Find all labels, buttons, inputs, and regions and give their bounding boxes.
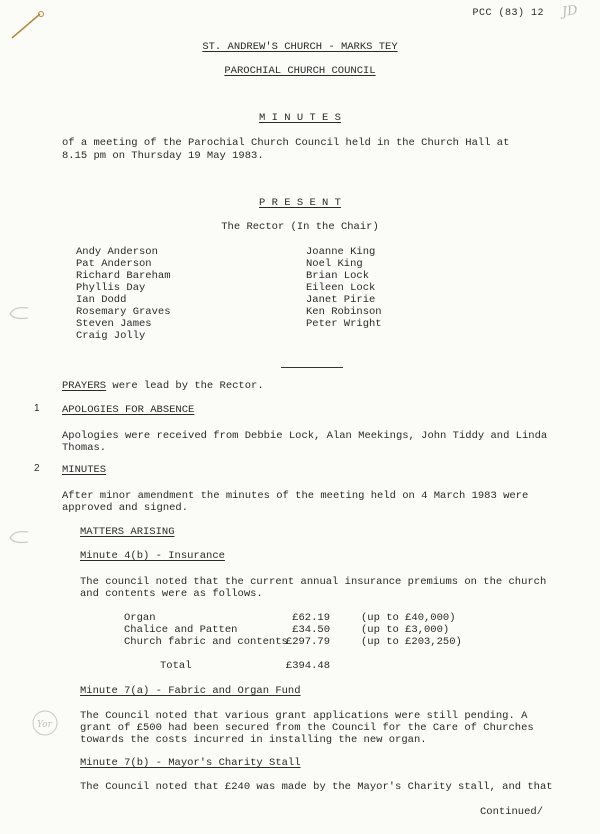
intro-line-1: of a meeting of the Parochial Church Council held in the Church Hall at (62, 137, 510, 149)
minutes-item-heading: MINUTES (62, 464, 107, 476)
fabric-line-1: The Council noted that various grant applications were still pending. A (80, 710, 528, 722)
intro-line-2: 8.15 pm on Thursday 19 May 1983. (62, 150, 264, 162)
apologies-heading: APOLOGIES FOR ABSENCE (62, 404, 195, 416)
insurance-row-cover: (up to £203,250) (361, 636, 462, 648)
present-heading: P R E S E N T (259, 197, 341, 209)
pen-mark-icon (8, 8, 48, 42)
insurance-row-item: Church fabric and contents (124, 636, 288, 648)
present-right-column (306, 246, 382, 330)
continued-note: Continued/ (480, 806, 544, 818)
insurance-line-2: and contents were as follows. (80, 588, 263, 600)
attendee: Brian Lock (306, 270, 370, 282)
attendee: Eileen Lock (306, 282, 376, 294)
minutes-line-2: approved and signed. (62, 502, 189, 514)
attendee: Rosemary Graves (76, 306, 171, 318)
church-title: ST. ANDREW'S CHURCH - MARKS TEY (202, 41, 398, 53)
handwritten-initials: JD (561, 2, 579, 21)
apologies-line-2: Thomas. (62, 442, 107, 454)
insurance-row-amount: £34.50 (292, 624, 330, 636)
prayers-text: were lead by the Rector. (106, 380, 264, 392)
item-number: 2 (34, 463, 40, 474)
circled-note-icon (30, 708, 60, 738)
insurance-row-cover: (up to £3,000) (361, 624, 450, 636)
stall-heading: Minute 7(b) - Mayor's Charity Stall (80, 757, 301, 769)
attendee: Steven James (76, 318, 152, 330)
svg-text:Yor: Yor (37, 720, 52, 730)
insurance-total-amount: £394.48 (285, 660, 330, 672)
attendee: Peter Wright (306, 318, 382, 330)
chair-line: The Rector (In the Chair) (221, 221, 379, 233)
insurance-row-amount: £297.79 (285, 636, 330, 648)
insurance-heading: Minute 4(b) - Insurance (80, 550, 225, 562)
prayers-line (62, 380, 264, 392)
attendee: Ian Dodd (76, 294, 127, 306)
attendee: Pat Anderson (76, 258, 152, 270)
item-number: 1 (34, 403, 40, 414)
punch-hole-mark-icon (6, 528, 30, 548)
fabric-line-3: towards the costs incurred in installing the new organ. (80, 734, 427, 746)
attendee: Ken Robinson (306, 306, 382, 318)
stall-line-1: The Council noted that £240 was made by the Mayor's Charity stall, and that (80, 781, 553, 793)
council-title: PAROCHIAL CHURCH COUNCIL (224, 65, 376, 77)
attendee: Richard Bareham (76, 270, 171, 282)
attendee: Noel King (306, 258, 363, 270)
insurance-row-cover: (up to £40,000) (361, 612, 456, 624)
minutes-line-1: After minor amendment the minutes of the meeting held on 4 March 1983 were (62, 490, 529, 502)
insurance-row-amount: £62.19 (292, 612, 330, 624)
insurance-row-item: Organ (124, 612, 156, 624)
fabric-heading: Minute 7(a) - Fabric and Organ Fund (80, 685, 301, 697)
fabric-line-2: grant of £500 had been secured from the Council for the Care of Churches (80, 722, 534, 734)
attendee: Phyllis Day (76, 282, 146, 294)
attendee: Joanne King (306, 246, 376, 258)
prayers-label: PRAYERS (62, 380, 107, 392)
section-divider (281, 367, 343, 368)
minutes-heading: M I N U T E S (259, 112, 341, 124)
insurance-total-label: Total (160, 660, 192, 672)
punch-hole-mark-icon (6, 304, 30, 324)
document-reference: PCC (83) 12 (472, 8, 544, 19)
insurance-row-item: Chalice and Patten (124, 624, 238, 636)
attendee: Craig Jolly (76, 330, 146, 342)
apologies-line-1: Apologies were received from Debbie Lock, Alan Meekings, John Tiddy and Linda (62, 430, 548, 442)
attendee: Janet Pirie (306, 294, 376, 306)
attendee: Andy Anderson (76, 246, 158, 258)
insurance-line-1: The council noted that the current annual insurance premiums on the church (80, 576, 547, 588)
matters-arising-heading: MATTERS ARISING (80, 526, 175, 538)
present-left-column (76, 246, 171, 342)
